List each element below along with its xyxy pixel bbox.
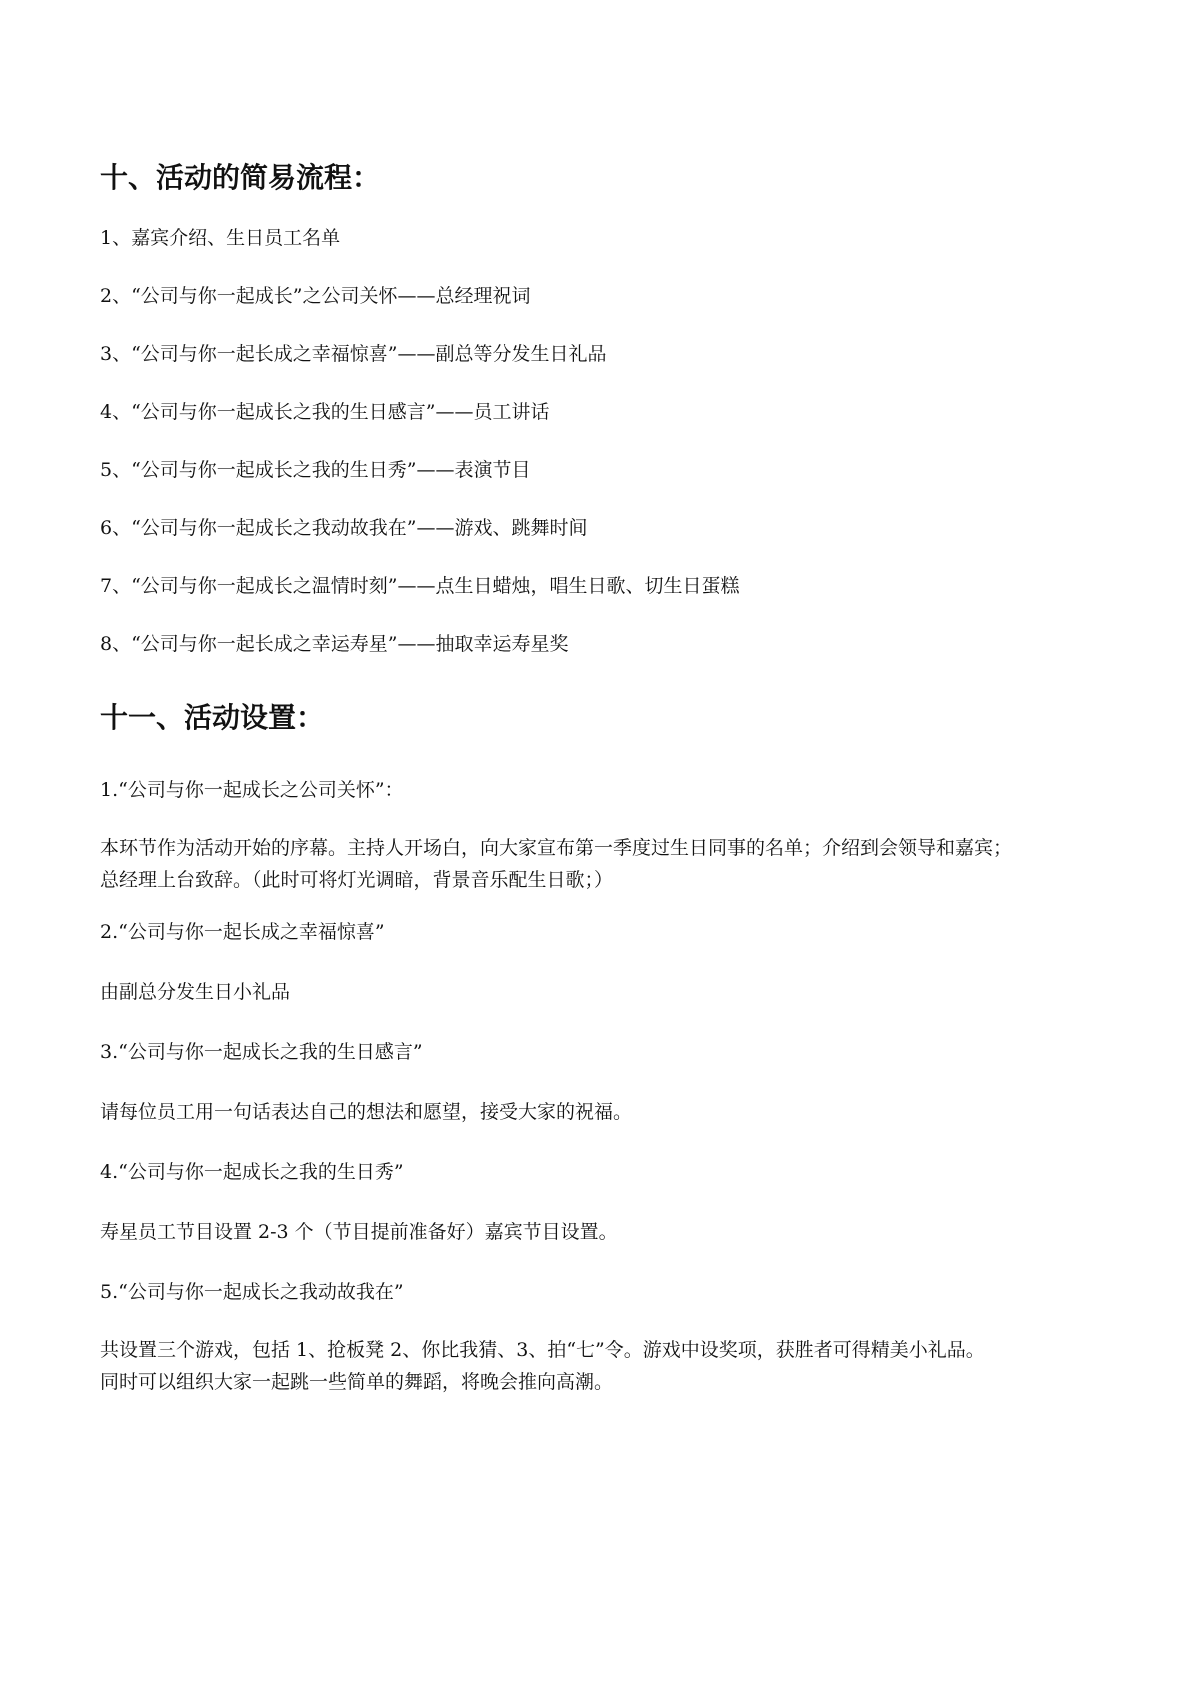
setting-1-body [100, 832, 1100, 896]
setting-3-heading: 3.“公司与你一起成长之我的生日感言” [100, 1041, 423, 1063]
setting-4-heading: 4.“公司与你一起成长之我的生日秀” [100, 1161, 404, 1183]
flow-item-3: 3、“公司与你一起长成之幸福惊喜”——副总等分发生日礼品 [100, 343, 607, 365]
flow-item-2: 2、“公司与你一起成长”之公司关怀——总经理祝词 [100, 285, 531, 307]
setting-1-heading: 1.“公司与你一起成长之公司关怀”： [100, 779, 404, 801]
flow-item-4: 4、“公司与你一起成长之我的生日感言”——员工讲话 [100, 401, 550, 423]
setting-5-body-line: 共设置三个游戏，包括 1、抢板凳 2、你比我猜、3、拍“七”令。游戏中设奖项，获胜者可得精美小礼品。 [100, 1339, 985, 1361]
section-11-heading: 十一、活动设置： [100, 701, 325, 734]
setting-5-body [100, 1334, 1100, 1398]
setting-2-body: 由副总分发生日小礼品 [100, 981, 291, 1003]
flow-item-6: 6、“公司与你一起成长之我动故我在”——游戏、跳舞时间 [100, 517, 588, 539]
flow-item-8: 8、“公司与你一起长成之幸运寿星”——抽取幸运寿星奖 [100, 633, 569, 655]
setting-5-body-line: 同时可以组织大家一起跳一些简单的舞蹈，将晚会推向高潮。 [100, 1371, 614, 1393]
section-10-heading: 十、活动的简易流程： [100, 161, 381, 194]
setting-3-body: 请每位员工用一句话表达自己的想法和愿望，接受大家的祝福。 [100, 1101, 633, 1123]
flow-item-5: 5、“公司与你一起成长之我的生日秀”——表演节目 [100, 459, 531, 481]
setting-1-body-line: 总经理上台致辞。（此时可将灯光调暗，背景音乐配生日歌；） [100, 869, 614, 891]
flow-item-1: 1、嘉宾介绍、生日员工名单 [100, 227, 341, 249]
setting-2-heading: 2.“公司与你一起长成之幸福惊喜” [100, 921, 385, 943]
setting-5-heading: 5.“公司与你一起成长之我动故我在” [100, 1281, 404, 1303]
setting-4-body: 寿星员工节目设置 2-3 个（节目提前准备好）嘉宾节目设置。 [100, 1221, 618, 1243]
setting-1-body-line: 本环节作为活动开始的序幕。主持人开场白，向大家宣布第一季度过生日同事的名单；介绍到会领导和嘉宾； [100, 837, 1013, 859]
flow-item-7: 7、“公司与你一起成长之温情时刻”——点生日蜡烛，唱生日歌、切生日蛋糕 [100, 575, 740, 597]
